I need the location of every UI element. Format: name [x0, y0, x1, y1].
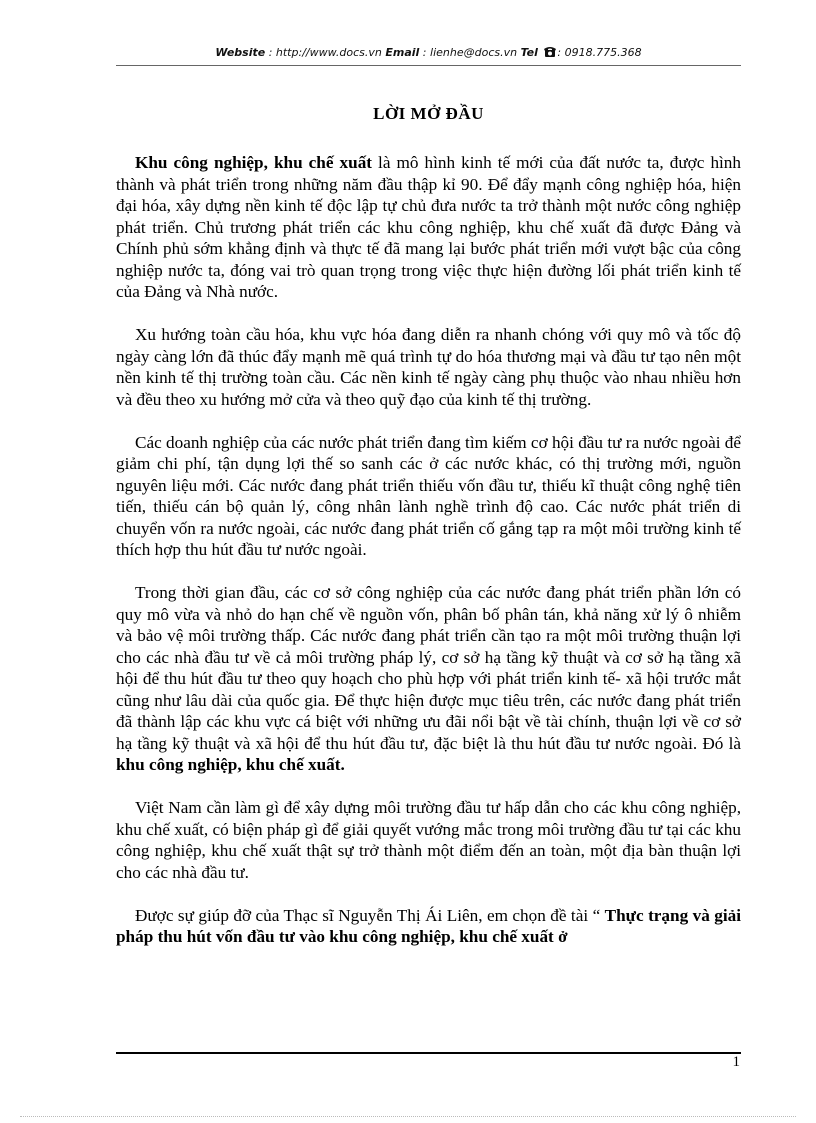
- paragraph-text: Xu hướng toàn cầu hóa, khu vực hóa đang diễn ra nhanh chóng với quy mô và tốc độ ngày càng lớn đã thúc đẩy mạnh mẽ quá trình tự do hóa thương mại và đầu tư tạo nên một nền kinh tế thị trường toàn cầu. Các nền kinh tế ngày càng phụ thuộc vào nhau nhiều hơn và đều theo xu hướng mở cửa và theo quỹ đạo của kinh tế thị trường.: [116, 325, 741, 409]
- paragraph-lead-bold: Khu công nghiệp, khu chế xuất: [135, 153, 373, 172]
- email-value: : lienhe@docs.vn: [419, 46, 521, 59]
- page-bottom-border: [20, 1116, 796, 1117]
- paragraph-3: [116, 432, 741, 561]
- page-number: 1: [732, 1054, 740, 1070]
- paragraph-text: Trong thời gian đầu, các cơ sở công nghiệp của các nước đang phát triển phần lớn có quy mô vừa và nhỏ do hạn chế về nguồn vốn, phân bố phân tán, khả năng xử lý ô nhiễm và bảo vệ môi trường thấp. Các nước đang phát triển cần tạo ra một môi trường thuận lợi cho các nhà đầu tư về cả môi trường pháp lý, cơ sở hạ tầng kỹ thuật và cơ sở hạ tầng xã hội để thu hút đầu tư theo quy hoạch cho phù hợp với phát triển kinh tế- xã hội trước mắt cũng như lâu dài của quốc gia. Để thực hiện được mục tiêu trên, các nước đang phát triển đã thành lập các khu vực cá biệt với những ưu đãi nổi bật về tài chính, thuận lợi về cơ sở hạ tầng kỹ thuật và xã hội để thu hút đầu tư, đặc biệt là thu hút đầu tư nước ngoài. Đó là: [116, 583, 741, 753]
- email-label: Email: [385, 46, 420, 59]
- phone-icon: [544, 46, 556, 60]
- paragraph-2: [116, 324, 741, 410]
- page-header: [116, 46, 741, 66]
- tel-value: : 0918.775.368: [557, 46, 642, 59]
- paragraph-tail-bold: Thực trạng và giải pháp thu hút vốn đầu tư vào khu công nghiệp, khu chế xuất ở: [116, 905, 741, 946]
- paragraph-6: [116, 905, 741, 948]
- paragraph-5: [116, 797, 741, 883]
- body-text: [116, 152, 741, 969]
- paragraph-text: Được sự giúp đỡ của Thạc sĩ Nguyễn Thị Ái Liên, em chọn đề tài “: [135, 905, 605, 925]
- paragraph-text: Việt Nam cần làm gì để xây dựng môi trường đầu tư hấp dẫn cho các khu công nghiệp, khu chế xuất, có biện pháp gì để giải quyết vướng mắc trong môi trường đầu tư tại các khu công nghiệp, khu chế xuất thật sự trở thành một điểm đến an toàn, một địa bàn thuận lợi cho các nhà đầu tư.: [116, 798, 741, 882]
- tel-label: Tel: [520, 46, 538, 59]
- paragraph-text: Các doanh nghiệp của các nước phát triển đang tìm kiếm cơ hội đầu tư ra nước ngoài để giảm chi phí, tận dụng lợi thế so sanh các ở các nước khác, có thị trường mới, nguồn nguyên liệu mới. Các nước đang phát triển thiếu vốn đầu tư, thiếu kĩ thuật công nghệ tiên tiến, thiếu cán bộ quản lý, công nhân lành nghề trình độ cao. Các nước phát triển di chuyển vốn ra nước ngoài, các nước đang phát triển cố gắng tạp ra một môi trường kinh tế thích hợp thu hút đầu tư nước ngoài.: [116, 432, 741, 559]
- paragraph-text: là mô hình kinh tế mới của đất nước ta, được hình thành và phát triển trong những năm đầu thập kỉ 90. Để đẩy mạnh công nghiệp hóa, hiện đại hóa, xây dựng nền kinh tế độc lập tự chủ đưa nước ta trở thành một nước công nghiệp phát triển. Chủ trương phát triển các khu công nghiệp, khu chế xuất đã được Đảng và Chính phủ sớm khẳng định và thực tế đã mang lại bước phát triển mới vượt bậc của công nghiệp nước ta, đóng vai trò quan trọng trong việc thực hiện đường lối phát triển kinh tế của Đảng và Nhà nước.: [116, 153, 741, 301]
- website-label: Website: [215, 46, 266, 59]
- paragraph-1: [116, 152, 741, 303]
- footer-divider: [116, 1052, 741, 1054]
- website-value: : http://www.docs.vn: [265, 46, 386, 59]
- page-title: LỜI MỞ ĐẦU: [373, 104, 484, 123]
- paragraph-tail-bold: khu công nghiệp, khu chế xuất.: [116, 755, 345, 774]
- paragraph-4: [116, 582, 741, 776]
